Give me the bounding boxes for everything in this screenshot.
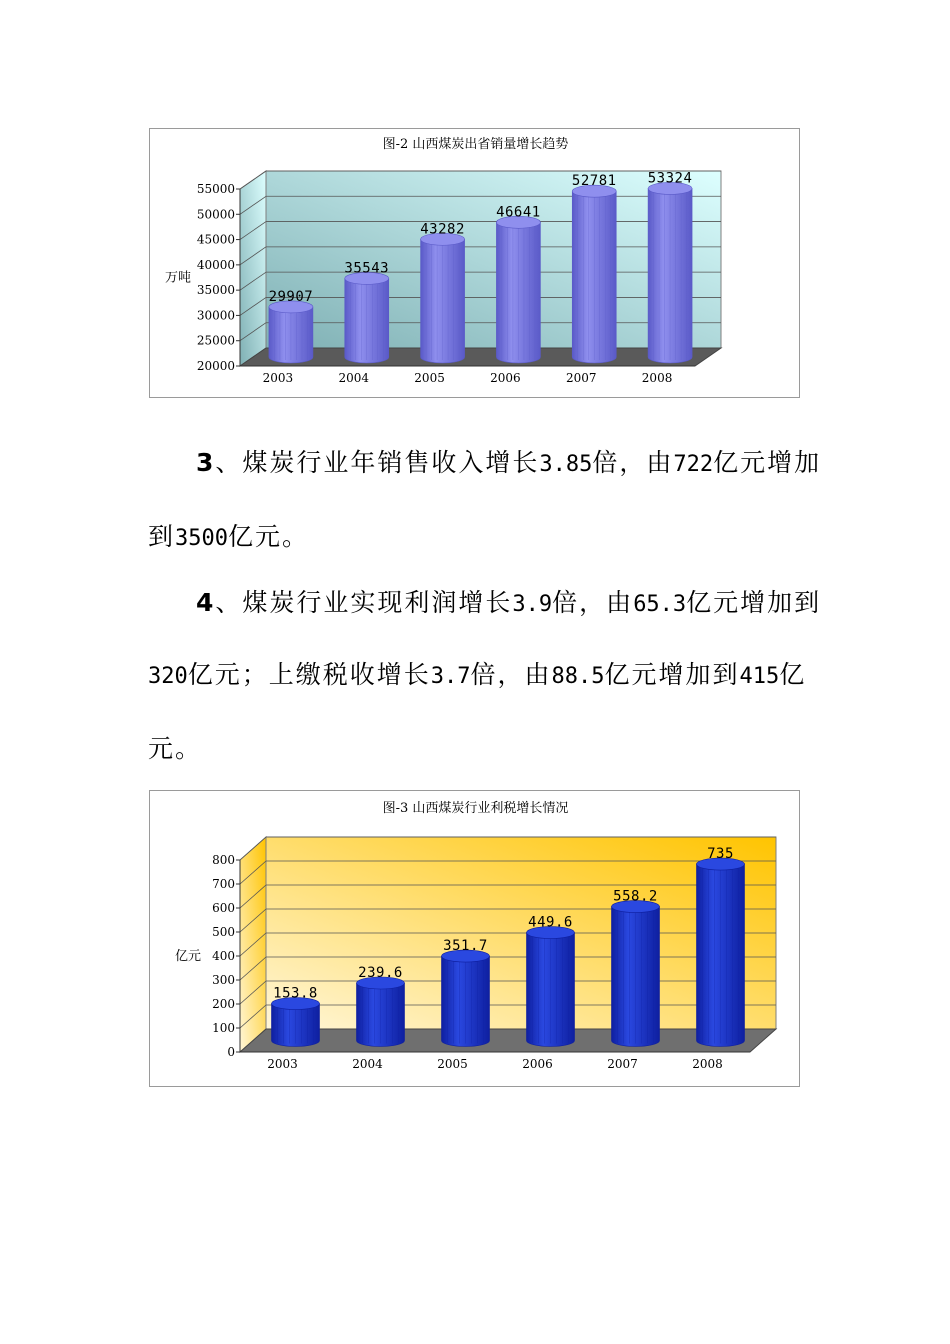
text: 亿元增加到 xyxy=(686,588,822,617)
text: 倍，由 xyxy=(592,448,674,477)
bar-2006 xyxy=(496,216,540,363)
sales-volume-chart-svg xyxy=(150,129,801,399)
bar-2005 xyxy=(421,233,465,363)
data-label: 46641 xyxy=(496,204,541,221)
x-tick-label: 2008 xyxy=(641,371,673,385)
y-tick-label: 50000 xyxy=(196,207,235,222)
y-tick-label: 55000 xyxy=(196,182,235,196)
data-label: 558.2 xyxy=(613,888,658,905)
text: 到 xyxy=(148,522,176,551)
x-tick-label: 2004 xyxy=(352,1057,383,1071)
sales-volume-chart xyxy=(149,128,800,398)
profit-tax-chart xyxy=(149,790,800,1087)
chart-title: 图-2 山西煤炭出省销量增长趋势 xyxy=(382,137,569,152)
text: 倍，由 xyxy=(552,588,634,617)
number: 415 xyxy=(739,664,780,689)
paragraph-4-line-1 xyxy=(148,588,822,617)
number: 65.3 xyxy=(633,592,687,617)
y-tick-label: 35000 xyxy=(196,283,235,298)
bar-2008 xyxy=(697,858,745,1046)
y-tick-label: 100 xyxy=(212,1021,235,1035)
bar-2003 xyxy=(272,998,320,1047)
text: 亿元增加 xyxy=(713,448,822,477)
number: 320 xyxy=(148,664,188,689)
number: 3.85 xyxy=(539,452,593,477)
data-label: 735 xyxy=(707,846,734,863)
number: 3.7 xyxy=(430,664,471,689)
side-wall xyxy=(240,171,266,366)
bar-2004 xyxy=(357,977,405,1047)
text: 亿元。 xyxy=(228,522,310,551)
bar-2007 xyxy=(612,901,660,1047)
text: 亿 xyxy=(779,660,807,689)
y-tick-label: 700 xyxy=(212,877,235,891)
bar-2005 xyxy=(442,950,490,1046)
number: 88.5 xyxy=(551,664,605,689)
y-tick-label: 45000 xyxy=(196,232,235,247)
bar-2004 xyxy=(345,272,389,363)
y-axis-label: 万吨 xyxy=(164,270,192,286)
data-label: 53324 xyxy=(647,170,693,187)
y-tick-label: 25000 xyxy=(196,333,235,348)
y-tick-label: 600 xyxy=(212,901,235,915)
data-label: 52781 xyxy=(571,173,617,190)
chart-title: 图-3 山西煤炭行业利税增长情况 xyxy=(382,801,569,816)
x-tick-label: 2004 xyxy=(338,371,370,385)
text: 、煤炭行业实现利润增长 xyxy=(215,588,513,617)
bar-2008 xyxy=(648,182,692,363)
y-tick-label: 500 xyxy=(212,925,235,939)
text: 亿元；上缴税收增长 xyxy=(187,660,431,689)
text: 、煤炭行业年销售收入增长 xyxy=(215,448,540,477)
y-tick-label: 400 xyxy=(212,949,235,963)
number: 722 xyxy=(673,452,714,477)
paragraph-4-number: 4 xyxy=(196,588,216,617)
data-label: 35543 xyxy=(344,260,390,277)
x-tick-label: 2006 xyxy=(522,1057,553,1071)
number: 3500 xyxy=(175,526,228,551)
x-tick-label: 2006 xyxy=(490,371,521,385)
number: 3.9 xyxy=(512,592,553,617)
y-axis-label: 亿元 xyxy=(174,949,202,964)
y-tick-label: 800 xyxy=(212,853,235,867)
x-tick-label: 2008 xyxy=(692,1057,723,1071)
text: 倍，由 xyxy=(470,660,552,689)
y-tick-label: 200 xyxy=(212,997,235,1011)
bar-2006 xyxy=(527,927,575,1047)
bar-2003 xyxy=(269,301,313,363)
y-tick-label: 30000 xyxy=(196,308,235,323)
x-tick-label: 2003 xyxy=(267,1057,298,1071)
x-tick-label: 2007 xyxy=(565,371,597,385)
paragraph-3-line-2 xyxy=(148,524,808,551)
y-tick-label: 40000 xyxy=(196,257,235,272)
y-tick-label: 300 xyxy=(212,973,235,987)
paragraph-4-line-2 xyxy=(148,662,808,689)
data-label: 351.7 xyxy=(443,938,488,955)
profit-tax-chart-svg xyxy=(150,791,801,1088)
x-tick-label: 2005 xyxy=(414,371,445,385)
paragraph-4-line-3 xyxy=(148,736,808,761)
x-tick-label: 2003 xyxy=(262,371,294,385)
data-label: 239.6 xyxy=(358,964,403,981)
x-tick-label: 2005 xyxy=(437,1057,468,1071)
text: 亿元增加到 xyxy=(604,660,740,689)
y-tick-label: 0 xyxy=(227,1045,235,1059)
data-label: 43282 xyxy=(420,221,465,238)
paragraph-3-line-1 xyxy=(148,448,822,477)
data-label: 153.8 xyxy=(273,985,318,1002)
chart-floor xyxy=(240,1029,776,1052)
x-tick-label: 2007 xyxy=(607,1057,638,1071)
paragraph-3-number: 3 xyxy=(196,448,216,477)
y-tick-label: 20000 xyxy=(196,359,235,373)
data-label: 29907 xyxy=(268,288,314,305)
bar-2007 xyxy=(572,185,616,363)
text: 元。 xyxy=(148,734,203,763)
data-label: 449.6 xyxy=(528,914,573,931)
